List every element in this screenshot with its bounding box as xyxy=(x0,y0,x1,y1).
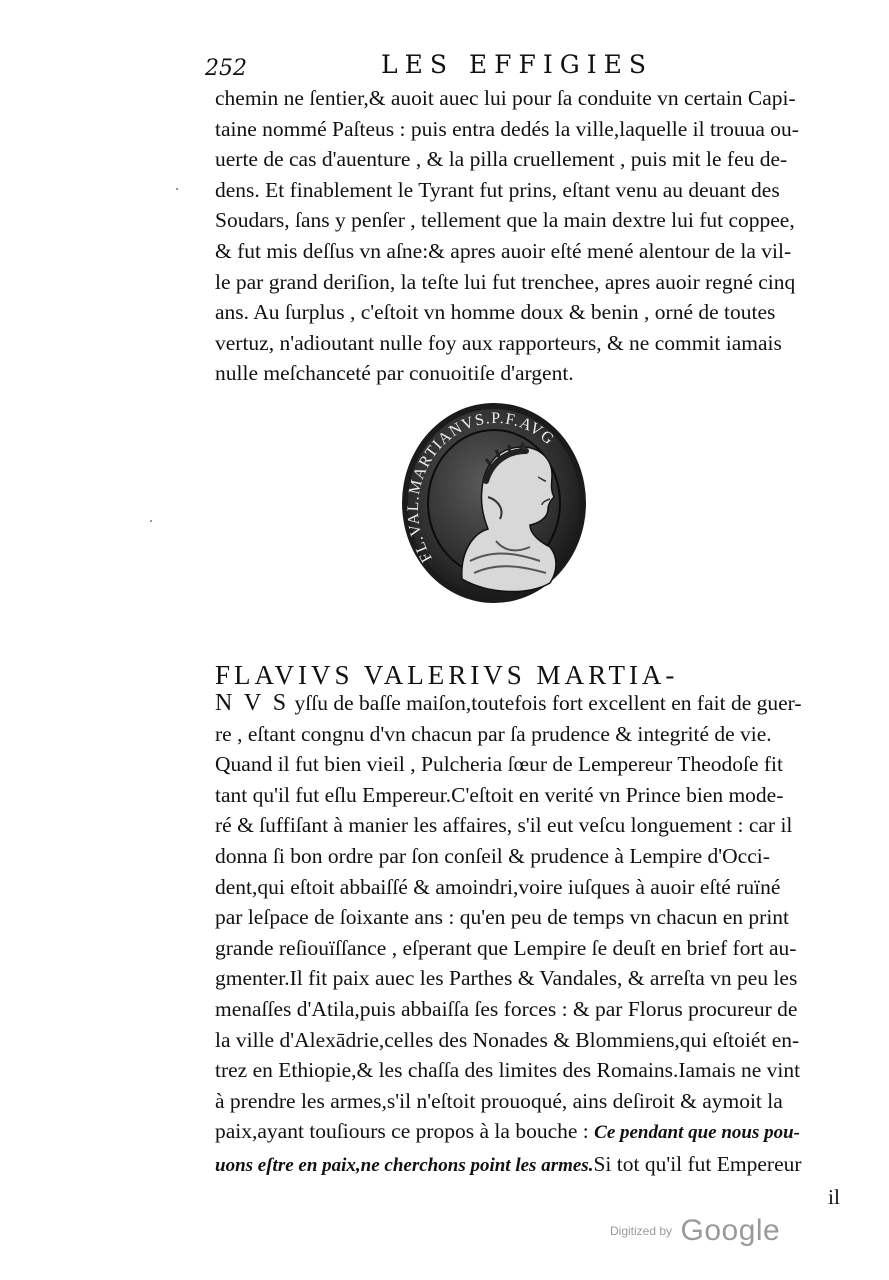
text-line: menaſſes d'Atila,puis abbaiſſa ſes forces : & par Florus procureur de xyxy=(215,996,798,1021)
text-line: à prendre les armes,s'il n'eſtoit prouoqué, ains deſiroit & aymoit la xyxy=(215,1088,783,1113)
italic-quote: uons eſtre en paix,ne cherchons point les armes. xyxy=(215,1154,594,1176)
main-paragraph xyxy=(215,659,840,1212)
text-line: ans. Au ſurplus , c'eſtoit vn homme doux & benin , orné de toutes xyxy=(215,300,776,325)
text-line: dent,qui eſtoit abbaiſſé & amoindri,voire iuſques à auoir eſté ruïné xyxy=(215,874,781,899)
text-line: le par grand deriſion, la teſte lui fut trenchee, apres auoir regné cinq xyxy=(215,269,796,294)
watermark-prefix: Digitized by xyxy=(610,1224,673,1238)
page-header xyxy=(205,50,845,84)
text-line: uerte de cas d'auenture , & la pilla cruellement , puis mit le feu de- xyxy=(215,147,788,172)
text-line xyxy=(215,1149,840,1182)
text-line xyxy=(215,688,840,719)
text-line: gmenter.Il fit paix auec les Parthes & Vandales, & arreſta vn peu les xyxy=(215,966,798,991)
google-logo: Google xyxy=(680,1214,781,1247)
section-heading: FLAVIVS VALERIVS MARTIA- xyxy=(215,660,679,690)
text-line: la ville d'Alexādrie,celles des Nonades & Blommiens,qui eſtoiét en- xyxy=(215,1027,800,1052)
coin-inscription: FL.VAL.MARTIANVS.P.F.AVG xyxy=(404,409,558,566)
text-line: Quand il fut bien vieil , Pulcheria ſœur de Lempereur Theodoſe fit xyxy=(215,752,783,777)
text-line xyxy=(215,1116,840,1149)
text-line: trez en Ethiopie,& les chaſſa des limites des Romains.Iamais ne vint xyxy=(215,1058,801,1083)
heading-continuation: N V S xyxy=(215,690,290,716)
text-line: & fut mis deſſus vn aſne:& apres auoir eſté mené alentour de la vil- xyxy=(215,238,792,263)
text-segment: paix,ayant touſiours ce propos à la bouche : xyxy=(215,1119,595,1144)
text-line: Soudars, ſans y penſer , tellement que la main dextre lui fut coppee, xyxy=(215,208,795,233)
text-line: chemin ne ſentier,& auoit auec lui pour ſa conduite vn certain Capi- xyxy=(215,86,796,110)
catchword: il xyxy=(828,1184,840,1209)
text-line: re , eſtant congnu d'vn chacun par ſa prudence & integrité de vie. xyxy=(215,721,772,746)
page-number: 252 xyxy=(205,56,247,81)
running-title: LES EFFIGIES xyxy=(381,50,653,79)
text-line: donna ſi bon ordre par ſon conſeil & prudence à Lempire d'Occi- xyxy=(215,843,770,868)
text-segment: Si tot qu'il fut Empereur xyxy=(593,1151,802,1176)
coin-portrait-illustration xyxy=(400,401,588,605)
paper-speck xyxy=(176,188,178,190)
text-line: taine nommé Paſteus : puis entra dedés la ville,laquelle il trouua ou- xyxy=(215,116,799,141)
text-segment: yſſu de baſſe maiſon,toutefois fort excellent en fait de guer- xyxy=(289,691,802,715)
paper-speck xyxy=(150,520,152,522)
italic-quote: Ce pendant que nous pou- xyxy=(594,1122,801,1144)
text-line: ré & ſuffiſant à manier les affaires, s'il eut veſcu longuement : car il xyxy=(215,813,793,838)
text-line: tant qu'il fut eſlu Empereur.C'eſtoit en verité vn Prince bien mode- xyxy=(215,782,784,807)
text-line: par leſpace de ſoixante ans : qu'en peu de temps vn chacun en print xyxy=(215,905,790,930)
top-paragraph xyxy=(215,83,840,389)
text-line: vertuz, n'adioutant nulle foy aux rapporteurs, & ne commit iamais xyxy=(215,330,782,355)
text-line: nulle meſchanceté par conuoitiſe d'argent. xyxy=(215,361,574,386)
text-line: dens. Et finablement le Tyrant fut prins, eſtant venu au deuant des xyxy=(215,177,780,202)
text-line: grande reſiouïſſance , eſperant que Lempire ſe deuſt en brief fort au- xyxy=(215,935,797,960)
digitization-watermark xyxy=(610,1214,780,1248)
